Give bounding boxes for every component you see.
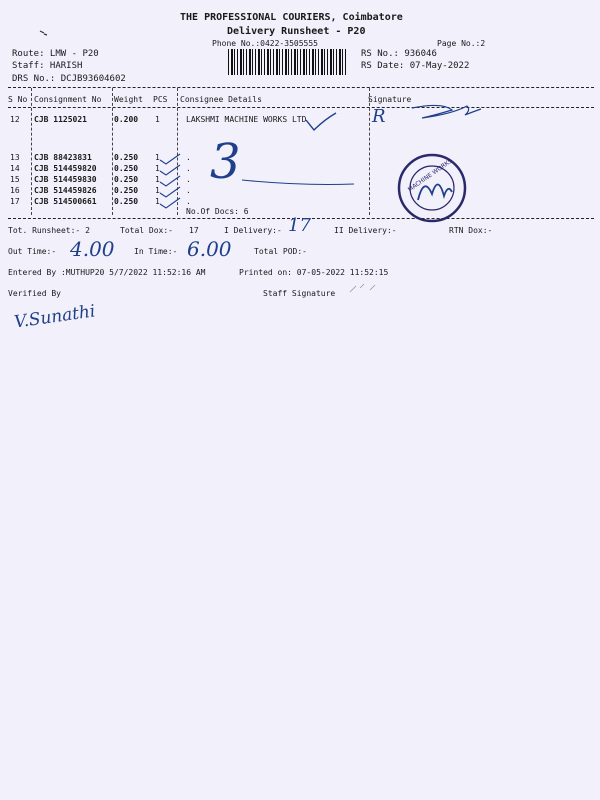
cell-consignment: CJB 514459820 <box>34 164 97 173</box>
cell-sno: 13 <box>10 153 20 162</box>
cell-weight: 0.250 <box>114 164 139 173</box>
tick-icon <box>160 187 180 197</box>
total-dox-label: Total Dox:- <box>120 226 173 235</box>
check-icon <box>306 113 336 130</box>
cell-sno: 16 <box>10 186 20 195</box>
cell-sno: 12 <box>10 115 20 124</box>
out-time-value: 4.00 <box>70 237 115 261</box>
cell-consignee: LAKSHMI MACHINE WORKS LTD <box>186 115 307 124</box>
rs-date: RS Date: 07-May-2022 <box>361 61 470 71</box>
tick-icon <box>160 154 180 164</box>
i-delivery-label: I Delivery:- <box>224 226 282 235</box>
cell-weight: 0.250 <box>114 153 139 162</box>
col-header-signature: Signature <box>368 95 412 104</box>
tick-icon <box>160 165 180 175</box>
cell-pcs: 1 <box>155 197 160 206</box>
cell-weight: 0.250 <box>114 197 139 206</box>
col-header-consignee: Consignee Details <box>180 95 262 104</box>
cell-pcs: 1 <box>155 186 160 195</box>
page-number: Page No.:2 <box>437 39 486 48</box>
col-header-pcs: PCS <box>153 95 168 104</box>
in-time-value: 6.00 <box>187 237 232 261</box>
drs-number: DRS No.: DCJB93604602 <box>12 74 126 84</box>
staff: Staff: HARISH <box>12 61 83 71</box>
cell-pcs: 1 <box>155 153 160 162</box>
cell-consignee: . <box>186 175 191 184</box>
ii-delivery-label: II Delivery:- <box>334 226 397 235</box>
tick-icon <box>160 176 180 186</box>
rtn-dox-label: RTN Dox:- <box>449 226 493 235</box>
printed-on: Printed on: 07-05-2022 11:52:15 <box>239 268 389 277</box>
cell-consignee: . <box>186 197 191 206</box>
col-header-weight: Weight <box>114 95 143 104</box>
cell-sno: 17 <box>10 197 20 206</box>
col-header-consignment: Consignment No <box>34 95 102 104</box>
cell-consignment: CJB 514500661 <box>34 197 97 206</box>
col-header-sno: S No <box>8 95 28 104</box>
cell-pcs: 1 <box>155 164 160 173</box>
cell-consignee: . <box>186 164 191 173</box>
tick-icon <box>160 198 180 208</box>
cell-consignment: CJB 514459826 <box>34 186 97 195</box>
verifier-signature: V.Sunathi <box>13 301 97 333</box>
tot-runsheet: Tot. Runsheet:- 2 <box>8 226 90 235</box>
cell-pcs: 1 <box>155 175 160 184</box>
verified-by-label: Verified By <box>8 289 61 298</box>
i-delivery-value: 17 <box>288 215 311 236</box>
cell-consignment: CJB 88423831 <box>34 153 92 162</box>
no-of-docs: No.Of Docs: 6 <box>186 207 249 216</box>
cell-consignment: CJB 514459830 <box>34 175 97 184</box>
handwritten-signature-row12: R <box>372 106 386 127</box>
cell-consignee: . <box>186 186 191 195</box>
cell-weight: 0.200 <box>114 115 139 124</box>
company-name: THE PROFESSIONAL COURIERS, Coimbatore <box>180 12 403 23</box>
cell-consignee: . <box>186 153 191 162</box>
entered-by: Entered By :MUTHUP20 5/7/2022 11:52:16 AM <box>8 268 206 277</box>
phone-number: Phone No.:0422-3505555 <box>212 39 318 48</box>
cell-sno: 14 <box>10 164 20 173</box>
total-pod-label: Total POD:- <box>254 247 307 256</box>
cell-consignment: CJB 1125021 <box>34 115 87 124</box>
rs-number: RS No.: 936046 <box>361 49 437 59</box>
staff-signature-label: Staff Signature <box>263 289 336 298</box>
cell-sno: 15 <box>10 175 20 184</box>
cell-pcs: 1 <box>155 115 160 124</box>
stamp-text: MACHINE WORKS <box>406 157 454 194</box>
cell-weight: 0.250 <box>114 186 139 195</box>
handwritten-count: 3 <box>210 134 241 190</box>
faint-mark <box>350 284 375 292</box>
route: Route: LMW - P20 <box>12 49 99 59</box>
in-time-label: In Time:- <box>134 247 178 256</box>
document-title: Delivery Runsheet - P20 <box>227 26 366 37</box>
arrow-line <box>242 180 354 185</box>
out-time-label: Out Time:- <box>8 247 57 256</box>
signature-scribble <box>412 105 481 118</box>
cell-weight: 0.250 <box>114 175 139 184</box>
total-dox-value: 17 <box>189 226 199 235</box>
scribble-mark <box>40 31 47 35</box>
